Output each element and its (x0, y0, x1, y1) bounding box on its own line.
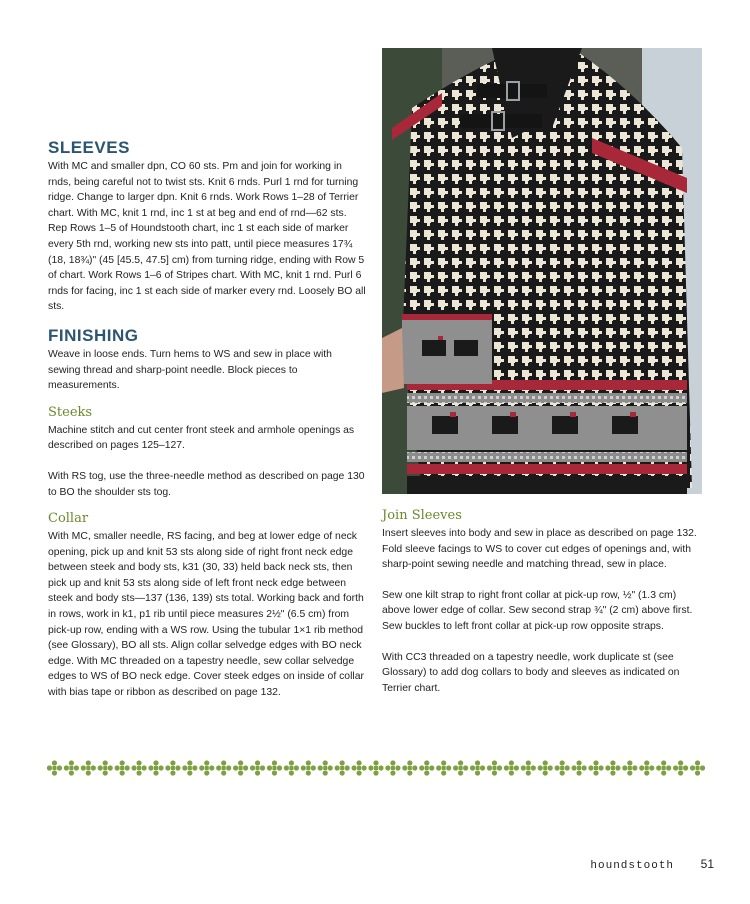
cross-flower-icon (385, 760, 400, 775)
right-column (382, 508, 704, 696)
cross-flower-icon (131, 760, 146, 775)
join-sleeves-text-1: Insert sleeves into body and sew in place as described on page 132. Fold sleeve facings to WS to cover cut edges of openings and, with sharp-point sewing needle and matching thread, sew in place. (382, 528, 697, 571)
cross-flower-icon (690, 760, 705, 775)
cross-flower-icon (571, 760, 586, 775)
cross-flower-icon (250, 760, 265, 775)
cross-flower-icon (605, 760, 620, 775)
cross-flower-icon (555, 760, 570, 775)
cross-flower-icon (182, 760, 197, 775)
finishing-text: Weave in loose ends. Turn hems to WS and sew in place with sewing thread and sharp-point needle. Block pieces to measurements. (48, 348, 332, 392)
join-sleeves-text-2: Sew one kilt strap to right front collar at pick-up row, ½" (1.3 cm) above lower edge of collar. Sew second strap ¾" (2 cm) above first. Sew buckles to left front collar at pick-up row opposite straps. (382, 589, 693, 632)
cross-flower-icon (470, 760, 485, 775)
cross-flower-icon (115, 760, 130, 775)
join-sleeves-heading: Join Sleeves (382, 508, 462, 523)
cross-flower-icon (453, 760, 468, 775)
cross-flower-icon (199, 760, 214, 775)
left-column (48, 138, 366, 701)
page-footer (590, 857, 714, 872)
collar-text: With MC, smaller needle, RS facing, and beg at lower edge of neck opening, pick up and knit 53 sts along side of right front neck edge between steek and body sts, k31 (30, 33) held back neck sts, then pick up and knit 53 sts along side of left front neck edge between steek and body sts—137 (136, 139) sts total. Working back and forth in rows, work in k1, p1 rib until piece measures 2½" (6.5 cm) from pick-up row, ending with a WS row. Using the tubular 1×1 rib method (see Glossary), BO all sts. Align collar selvedge edges with BO neck edge. With MC threaded on a tapestry needle, sew collar selvedge edges to WS of BO neck edge. Cover steek edges on inside of collar with bias tape or ribbon as described on page 132. (48, 531, 364, 699)
steeks-text-2: With RS tog, use the three-needle method as described on page 130 to BO the shoulder sts tog. (48, 470, 365, 498)
cross-flower-icon (588, 760, 603, 775)
sweater-illustration (382, 48, 702, 494)
page-number: 51 (700, 857, 714, 871)
cross-flower-icon (368, 760, 383, 775)
houndstooth-sweater-photo (382, 48, 702, 494)
cross-flower-icon (521, 760, 536, 775)
cross-flower-icon (64, 760, 79, 775)
cross-flower-icon (335, 760, 350, 775)
cross-flower-icon (81, 760, 96, 775)
cross-flower-icon (301, 760, 316, 775)
cross-flower-icon (98, 760, 113, 775)
cross-flower-icon (216, 760, 231, 775)
cross-flower-icon (419, 760, 434, 775)
cross-flower-icon (622, 760, 637, 775)
cross-flower-border-icon (46, 760, 706, 776)
steeks-text-1: Machine stitch and cut center front steek and armhole openings as described on pages 125–127. (48, 424, 355, 452)
cross-flower-icon (538, 760, 553, 775)
steeks-heading: Steeks (48, 404, 93, 420)
finishing-heading: FINISHING (48, 325, 139, 345)
sleeves-text: With MC and smaller dpn, CO 60 sts. Pm and join for working in rnds, being careful not to twist sts. Knit 6 rnds. Purl 1 rnd for turning ridge. Change to larger dpn. Knit 6 rnds. Work Rows 1–28 of Terrier chart. With MC, knit 1 rnd, inc 1 st at beg and end of rnd—62 sts. Rep Rows 1–5 of Houndstooth chart, inc 1 st each side of marker every 5th rnd, working new sts into patt, until piece measures 17¾ (18, 18¾)" (45 [45.5, 47.5] cm) from turning ridge, ending with Row 5 of chart. Work Rows 1–6 of Stripes chart. With MC, knit 1 rnd. Purl 6 rnds for facing, inc 1 st each side of marker every rnd. Loosely BO all sts. (48, 161, 366, 313)
cross-flower-icon (436, 760, 451, 775)
cross-flower-border (46, 760, 706, 776)
cross-flower-icon (267, 760, 282, 775)
cross-flower-icon (233, 760, 248, 775)
cross-flower-icon (318, 760, 333, 775)
cross-flower-icon (639, 760, 654, 775)
join-sleeves-text-3: With CC3 threaded on a tapestry needle, work duplicate st (see Glossary) to add dog collars to body and sleeves as indicated on Terrier chart. (382, 651, 680, 694)
collar-heading: Collar (48, 511, 89, 527)
sleeves-heading: SLEEVES (48, 138, 130, 157)
cross-flower-icon (656, 760, 671, 775)
cross-flower-icon (673, 760, 688, 775)
cross-flower-icon (487, 760, 502, 775)
cross-flower-icon (351, 760, 366, 775)
cross-flower-icon (284, 760, 299, 775)
cross-flower-icon (402, 760, 417, 775)
cross-flower-icon (47, 760, 62, 775)
running-head: houndstooth (590, 860, 675, 872)
cross-flower-icon (148, 760, 163, 775)
cross-flower-icon (504, 760, 519, 775)
cross-flower-icon (165, 760, 180, 775)
